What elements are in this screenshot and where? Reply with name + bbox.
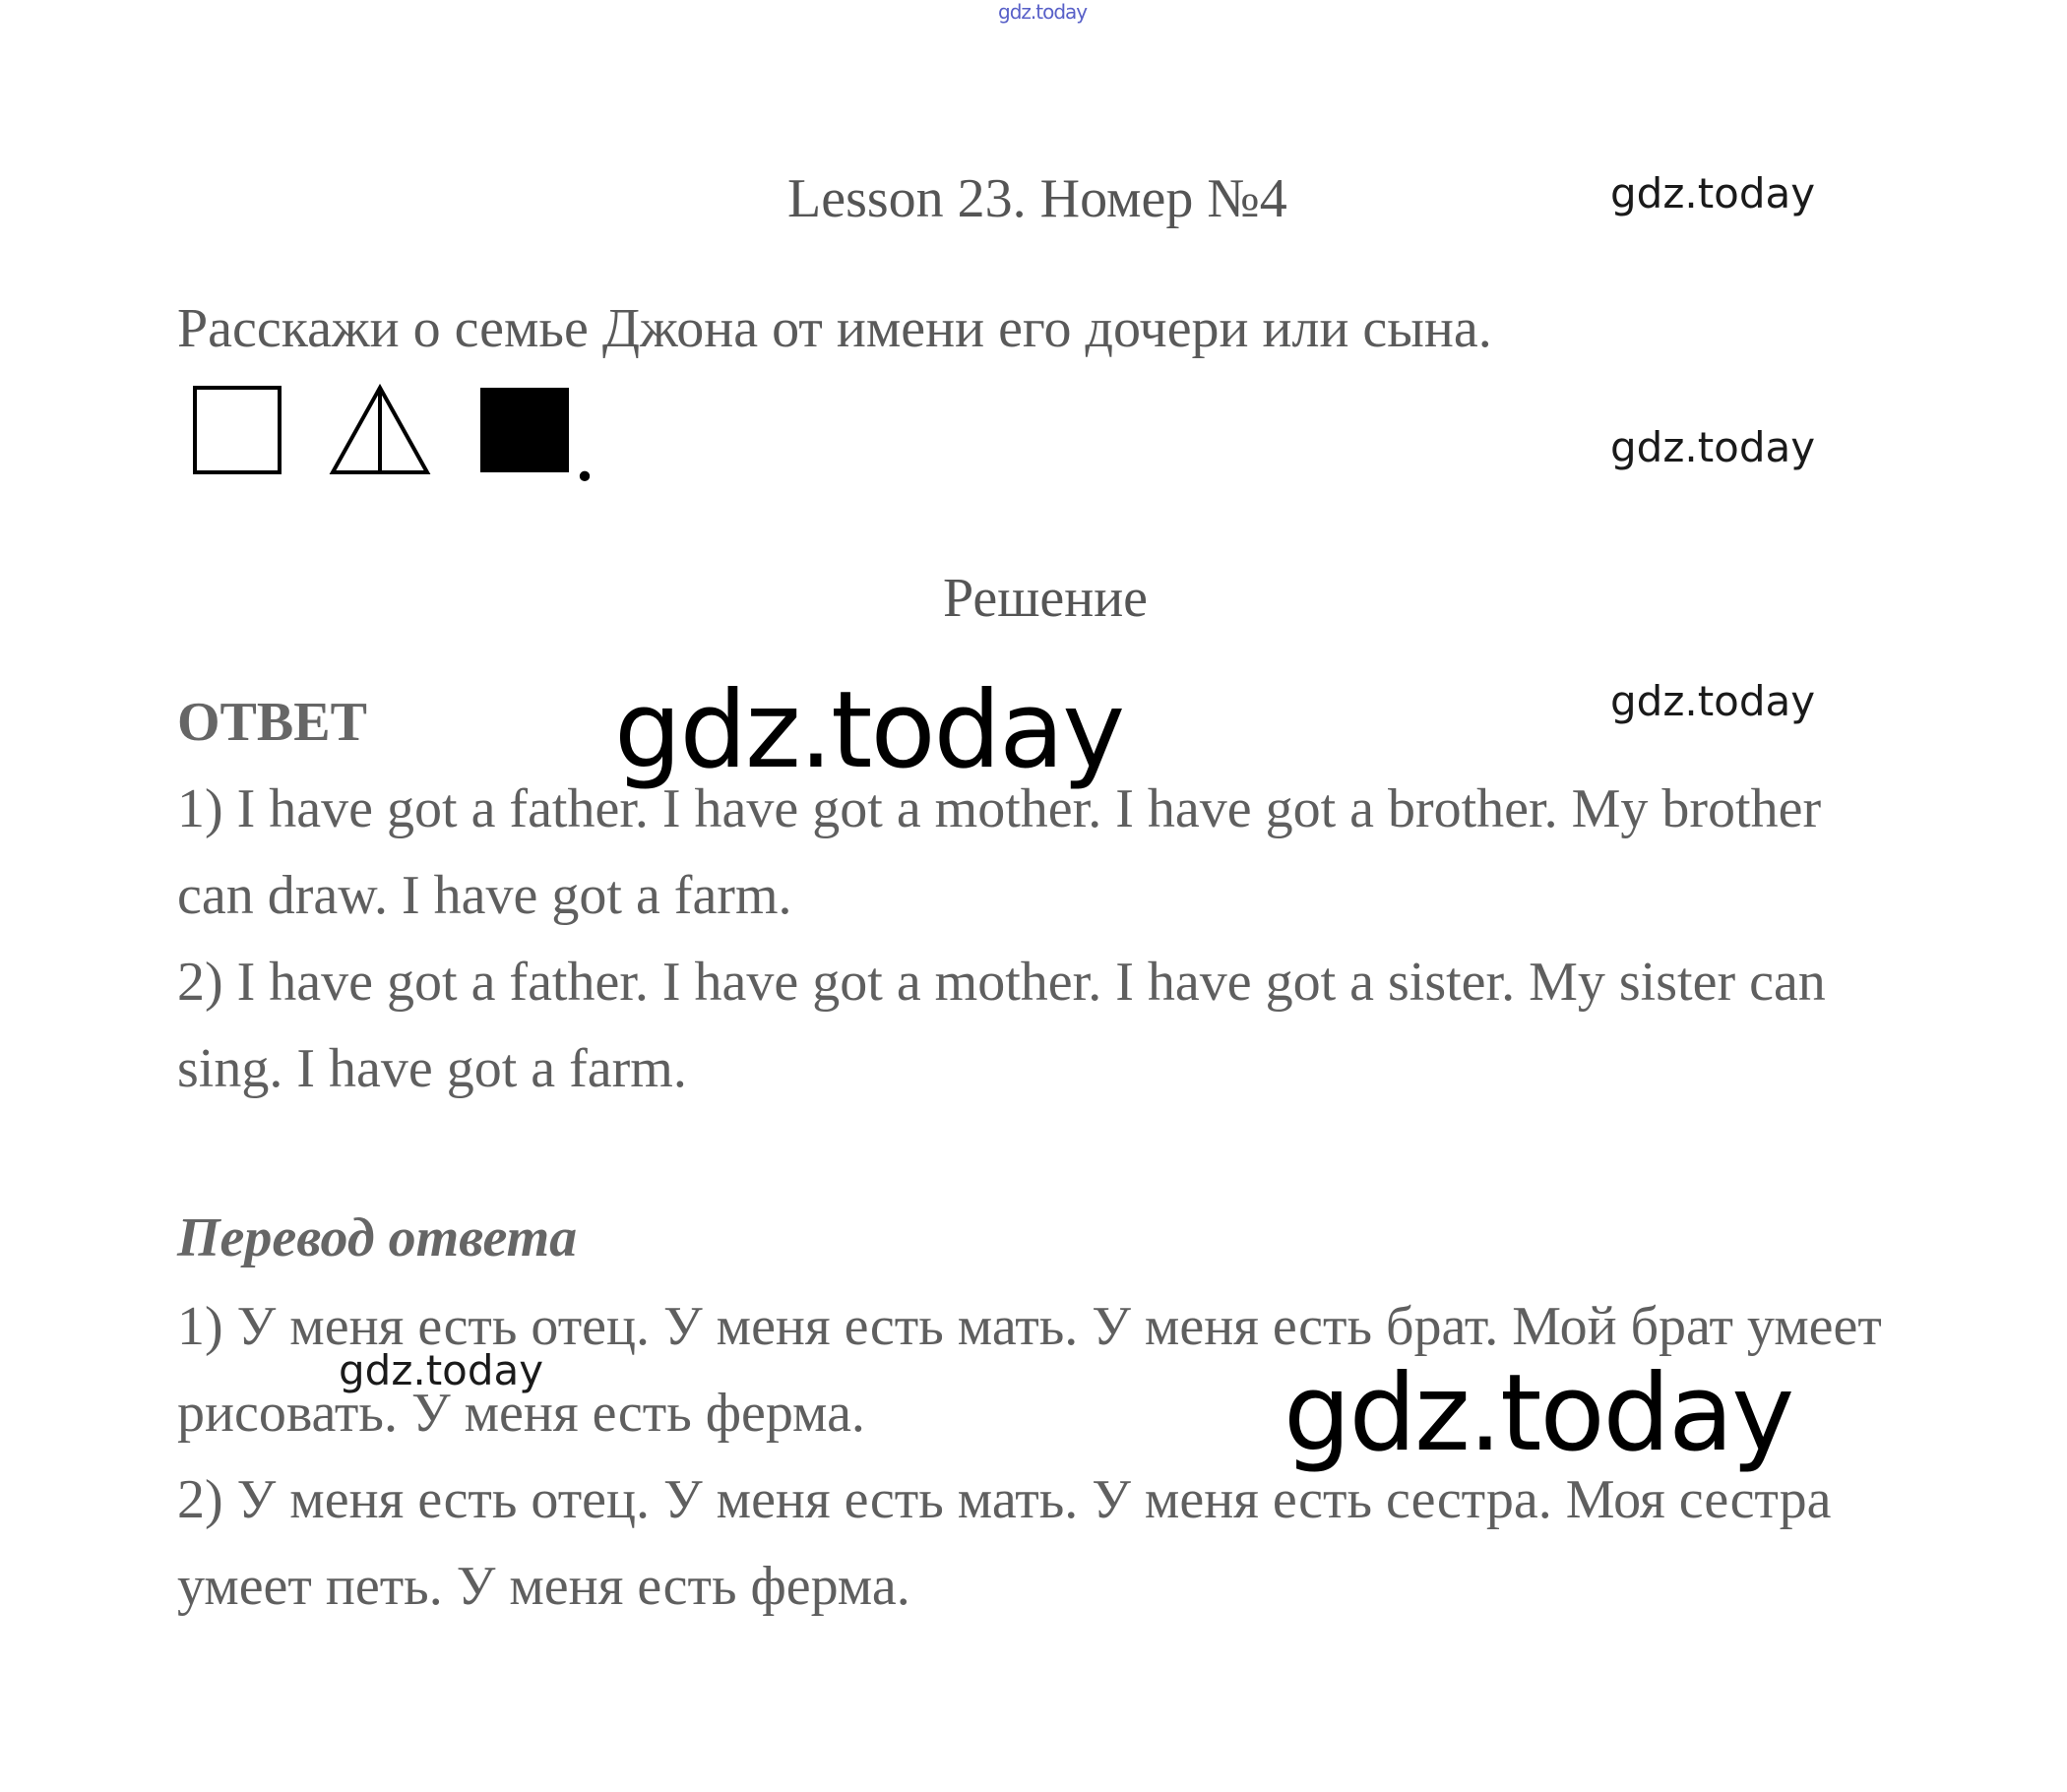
- symbol-row: [187, 382, 620, 490]
- triangle-icon: [333, 388, 427, 472]
- filled-square-icon: [480, 388, 569, 472]
- watermark-large-1: gdz.today: [614, 669, 1124, 792]
- solution-heading: Решение: [943, 568, 1149, 629]
- watermark-translation: gdz.today: [339, 1346, 544, 1394]
- watermark-task: gdz.today: [1610, 423, 1816, 471]
- answer-item-2: 2) I have got a father. I have got a mother. I have got a sister. My sister can sing. I have got a farm.: [177, 952, 1826, 1099]
- answer-label: ОТВЕТ: [177, 692, 367, 753]
- translation-label: Перевод ответа: [177, 1207, 578, 1268]
- translation-item-2: 2) У меня есть отец. У меня есть мать. У меня есть сестра. Моя сестра умеет петь. У меня есть ферма.: [177, 1469, 1832, 1617]
- watermark-large-2: gdz.today: [1284, 1352, 1793, 1475]
- lesson-title: Lesson 23. Номер №4: [787, 168, 1287, 229]
- symbols-terminator: .: [577, 424, 593, 494]
- task-instruction: Расскажи о семье Джона от имени его дочери или сына.: [177, 298, 1492, 359]
- watermark-answer: gdz.today: [1610, 677, 1816, 725]
- empty-square-icon: [195, 388, 280, 472]
- watermark-header: gdz.today: [1610, 169, 1816, 217]
- top-watermark: gdz.today: [998, 0, 1088, 24]
- translation-item-1: 1) У меня есть отец. У меня есть мать. У меня есть брат. Мой брат умеет рисовать. У меня есть ферма.: [177, 1296, 1882, 1444]
- answer-item-1: 1) I have got a father. I have got a mother. I have got a brother. My brother can draw. I have got a farm.: [177, 778, 1822, 926]
